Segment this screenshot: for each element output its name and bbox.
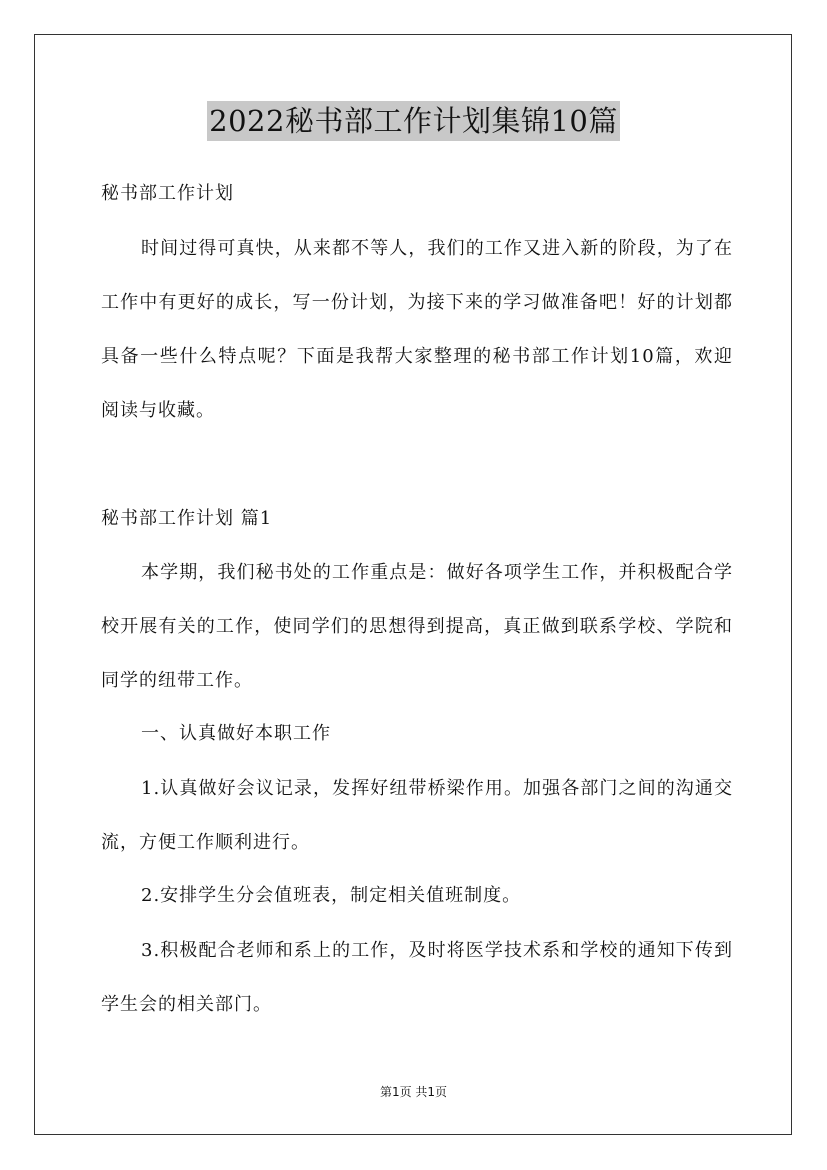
title-wrap bbox=[0, 101, 827, 141]
list-item-3: 3.积极配合老师和系上的工作，及时将医学技术系和学校的通知下传到学生会的相关部门。 bbox=[101, 940, 733, 1015]
document-title: 2022秘书部工作计划集锦10篇 bbox=[207, 101, 620, 141]
page-footer: 第1页 共1页 bbox=[379, 1085, 448, 1099]
intro-paragraph: 时间过得可真快，从来都不等人，我们的工作又进入新的阶段，为了在工作中有更好的成长，写一份计划，为接下来的学习做准备吧！好的计划都具备一些什么特点呢？下面是我帮大家整理的秘书部工作计划10篇，欢迎阅读与收藏。 bbox=[101, 238, 733, 421]
section1-heading: 秘书部工作计划 篇1 bbox=[101, 508, 273, 529]
list-item-1: 1.认真做好会议记录，发挥好纽带桥梁作用。加强各部门之间的沟通交流，方便工作顺利进行。 bbox=[101, 778, 733, 853]
subheading-1: 一、认真做好本职工作 bbox=[141, 723, 331, 744]
intro-heading: 秘书部工作计划 bbox=[101, 183, 234, 204]
section1-paragraph: 本学期，我们秘书处的工作重点是：做好各项学生工作，并积极配合学校开展有关的工作，使同学们的思想得到提高，真正做到联系学校、学院和同学的纽带工作。 bbox=[101, 562, 733, 691]
list-item-2: 2.安排学生分会值班表，制定相关值班制度。 bbox=[141, 885, 522, 906]
